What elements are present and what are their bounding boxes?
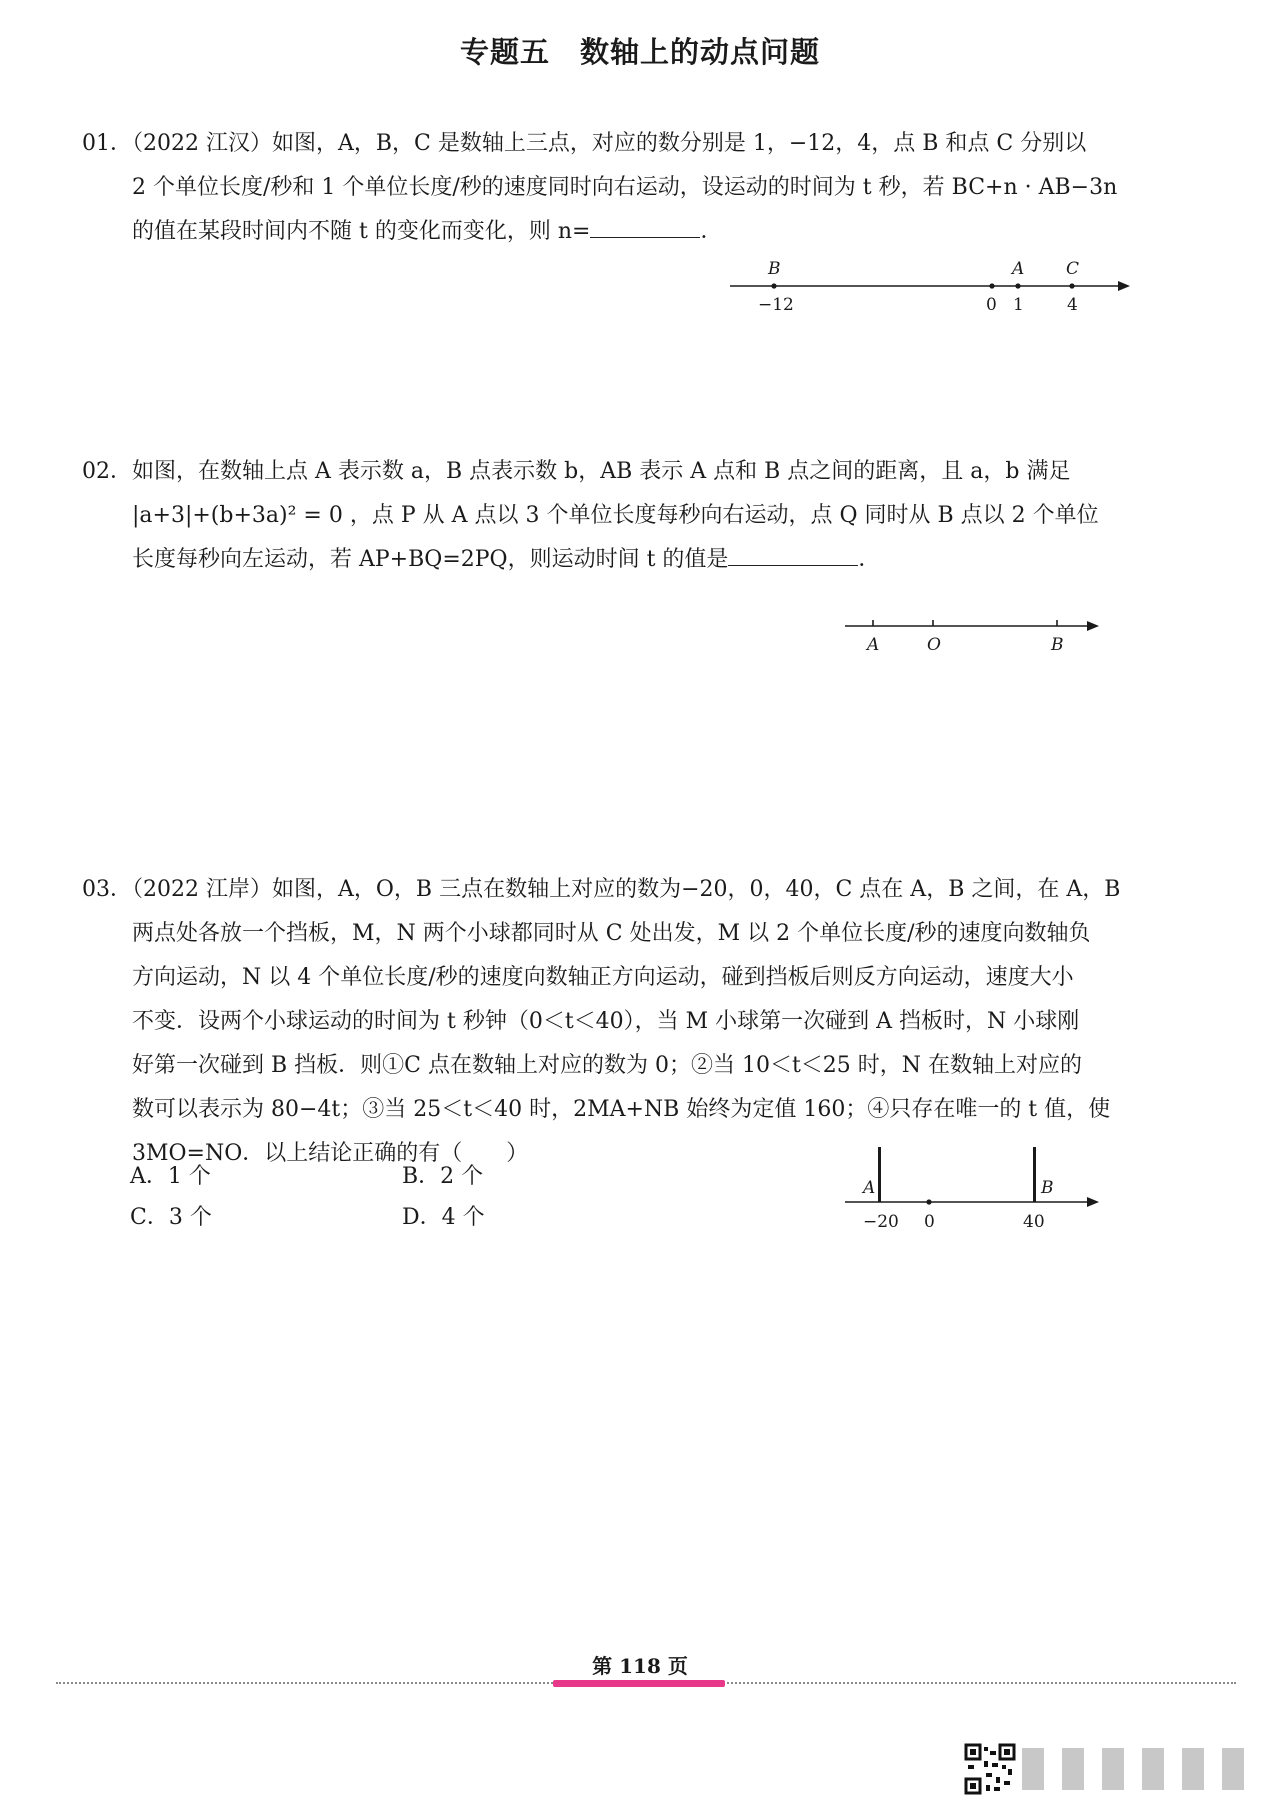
q3-line-2: 两点处各放一个挡板，M，N 两个小球都同时从 C 处出发，M 以 2 个单位长度/秒的速度向数轴负 — [132, 921, 1091, 946]
q1-point-c — [1069, 283, 1074, 288]
q1-line-2: 2 个单位长度/秒和 1 个单位长度/秒的速度同时向右运动，设运动的时间为 t 秒，若 BC+n · AB−3n — [132, 175, 1118, 200]
page-title: 专题五 数轴上的动点问题 — [459, 35, 820, 69]
q1-tick-b: −12 — [758, 295, 794, 315]
q3-number: 03． — [82, 877, 132, 902]
q2-line-1: 02．如图，在数轴上点 A 表示数 a，B 点表示数 b，AB 表示 A 点和 B 点之间的距离，且 a，b 满足 — [82, 459, 1071, 484]
q1-point-origin — [989, 283, 994, 288]
q1-line-3: 的值在某段时间内不随 t 的变化而变化，则 n= ． — [82, 210, 1152, 254]
q3-line-4: 不变．设两个小球运动的时间为 t 秒钟（0＜t＜40），当 M 小球第一次碰到 A 挡板时，N 小球刚 — [132, 1009, 1080, 1034]
q3-label-b: B — [1041, 1178, 1054, 1198]
q3-tick-a: −20 — [863, 1212, 899, 1232]
page-number: 第 118 页 — [592, 1654, 688, 1678]
q1-label-c: C — [1066, 259, 1080, 279]
q1-tick-origin: 0 — [986, 295, 997, 315]
q1-point-a — [1015, 283, 1020, 288]
q3-line-5: 好第一次碰到 B 挡板．则①C 点在数轴上对应的数为 0；②当 10＜t＜25 时，N 在数轴上对应的 — [132, 1053, 1083, 1078]
q3-line-3: 方向运动，N 以 4 个单位长度/秒的速度向数轴正方向运动，碰到挡板后则反方向运动，速度大小 — [132, 965, 1074, 990]
q1-tick-c: 4 — [1067, 295, 1078, 315]
q1-label-a: A — [1012, 259, 1025, 279]
q2-answer-blank[interactable] — [728, 541, 858, 566]
q2-number-line — [845, 612, 1105, 662]
q1-number-line — [730, 258, 1090, 318]
q3-choice-d[interactable]: D．4 个 — [402, 1205, 485, 1230]
q3-tick-b: 40 — [1023, 1212, 1045, 1232]
footer-decorative-stripes — [1022, 1748, 1252, 1790]
q2-number: 02． — [82, 459, 132, 484]
q2-label-b: B — [1051, 635, 1064, 655]
question-2 — [82, 450, 1152, 582]
qr-code-icon — [964, 1743, 1016, 1795]
footer-accent-bar — [553, 1680, 725, 1687]
question-1 — [82, 122, 1152, 254]
q3-label-a: A — [863, 1178, 876, 1198]
q3-barrier-a — [878, 1147, 881, 1202]
q3-choice-b[interactable]: B．2 个 — [402, 1164, 484, 1189]
q1-point-b — [771, 283, 776, 288]
q2-line-2: |a+3|+(b+3a)² = 0 ，点 P 从 A 点以 3 个单位长度每秒向右运动，点 Q 同时从 B 点以 2 个单位 — [132, 503, 1099, 528]
q3-line-7: 3MO=NO．以上结论正确的有（ ） — [132, 1141, 529, 1166]
q3-line-1: 03．（2022 江岸）如图，A，O，B 三点在数轴上对应的数为−20，0，40，C 点在 A，B 之间，在 A，B — [82, 877, 1121, 902]
q3-choice-a[interactable]: A．1 个 — [130, 1164, 211, 1189]
q3-barrier-b — [1033, 1147, 1036, 1202]
q3-point-origin — [926, 1199, 931, 1204]
q3-choice-c[interactable]: C．3 个 — [130, 1205, 212, 1230]
q3-tick-origin: 0 — [924, 1212, 935, 1232]
q3-number-line — [845, 1145, 1105, 1245]
q2-label-o: O — [927, 635, 941, 655]
q1-line-1: 01．（2022 江汉）如图，A，B，C 是数轴上三点，对应的数分别是 1，−12，4，点 B 和点 C 分别以 — [82, 131, 1087, 156]
question-3 — [82, 868, 1152, 1176]
q1-label-b: B — [768, 259, 781, 279]
q1-answer-blank[interactable] — [590, 213, 700, 238]
q3-line-6: 数可以表示为 80−4t；③当 25＜t＜40 时，2MA+NB 始终为定值 160；④只存在唯一的 t 值，使 — [132, 1097, 1111, 1122]
q2-label-a: A — [867, 635, 880, 655]
q1-number: 01． — [82, 131, 132, 156]
q2-line-3: 长度每秒向左运动，若 AP+BQ=2PQ，则运动时间 t 的值是 ． — [82, 538, 1152, 582]
q1-tick-a: 1 — [1013, 295, 1024, 315]
